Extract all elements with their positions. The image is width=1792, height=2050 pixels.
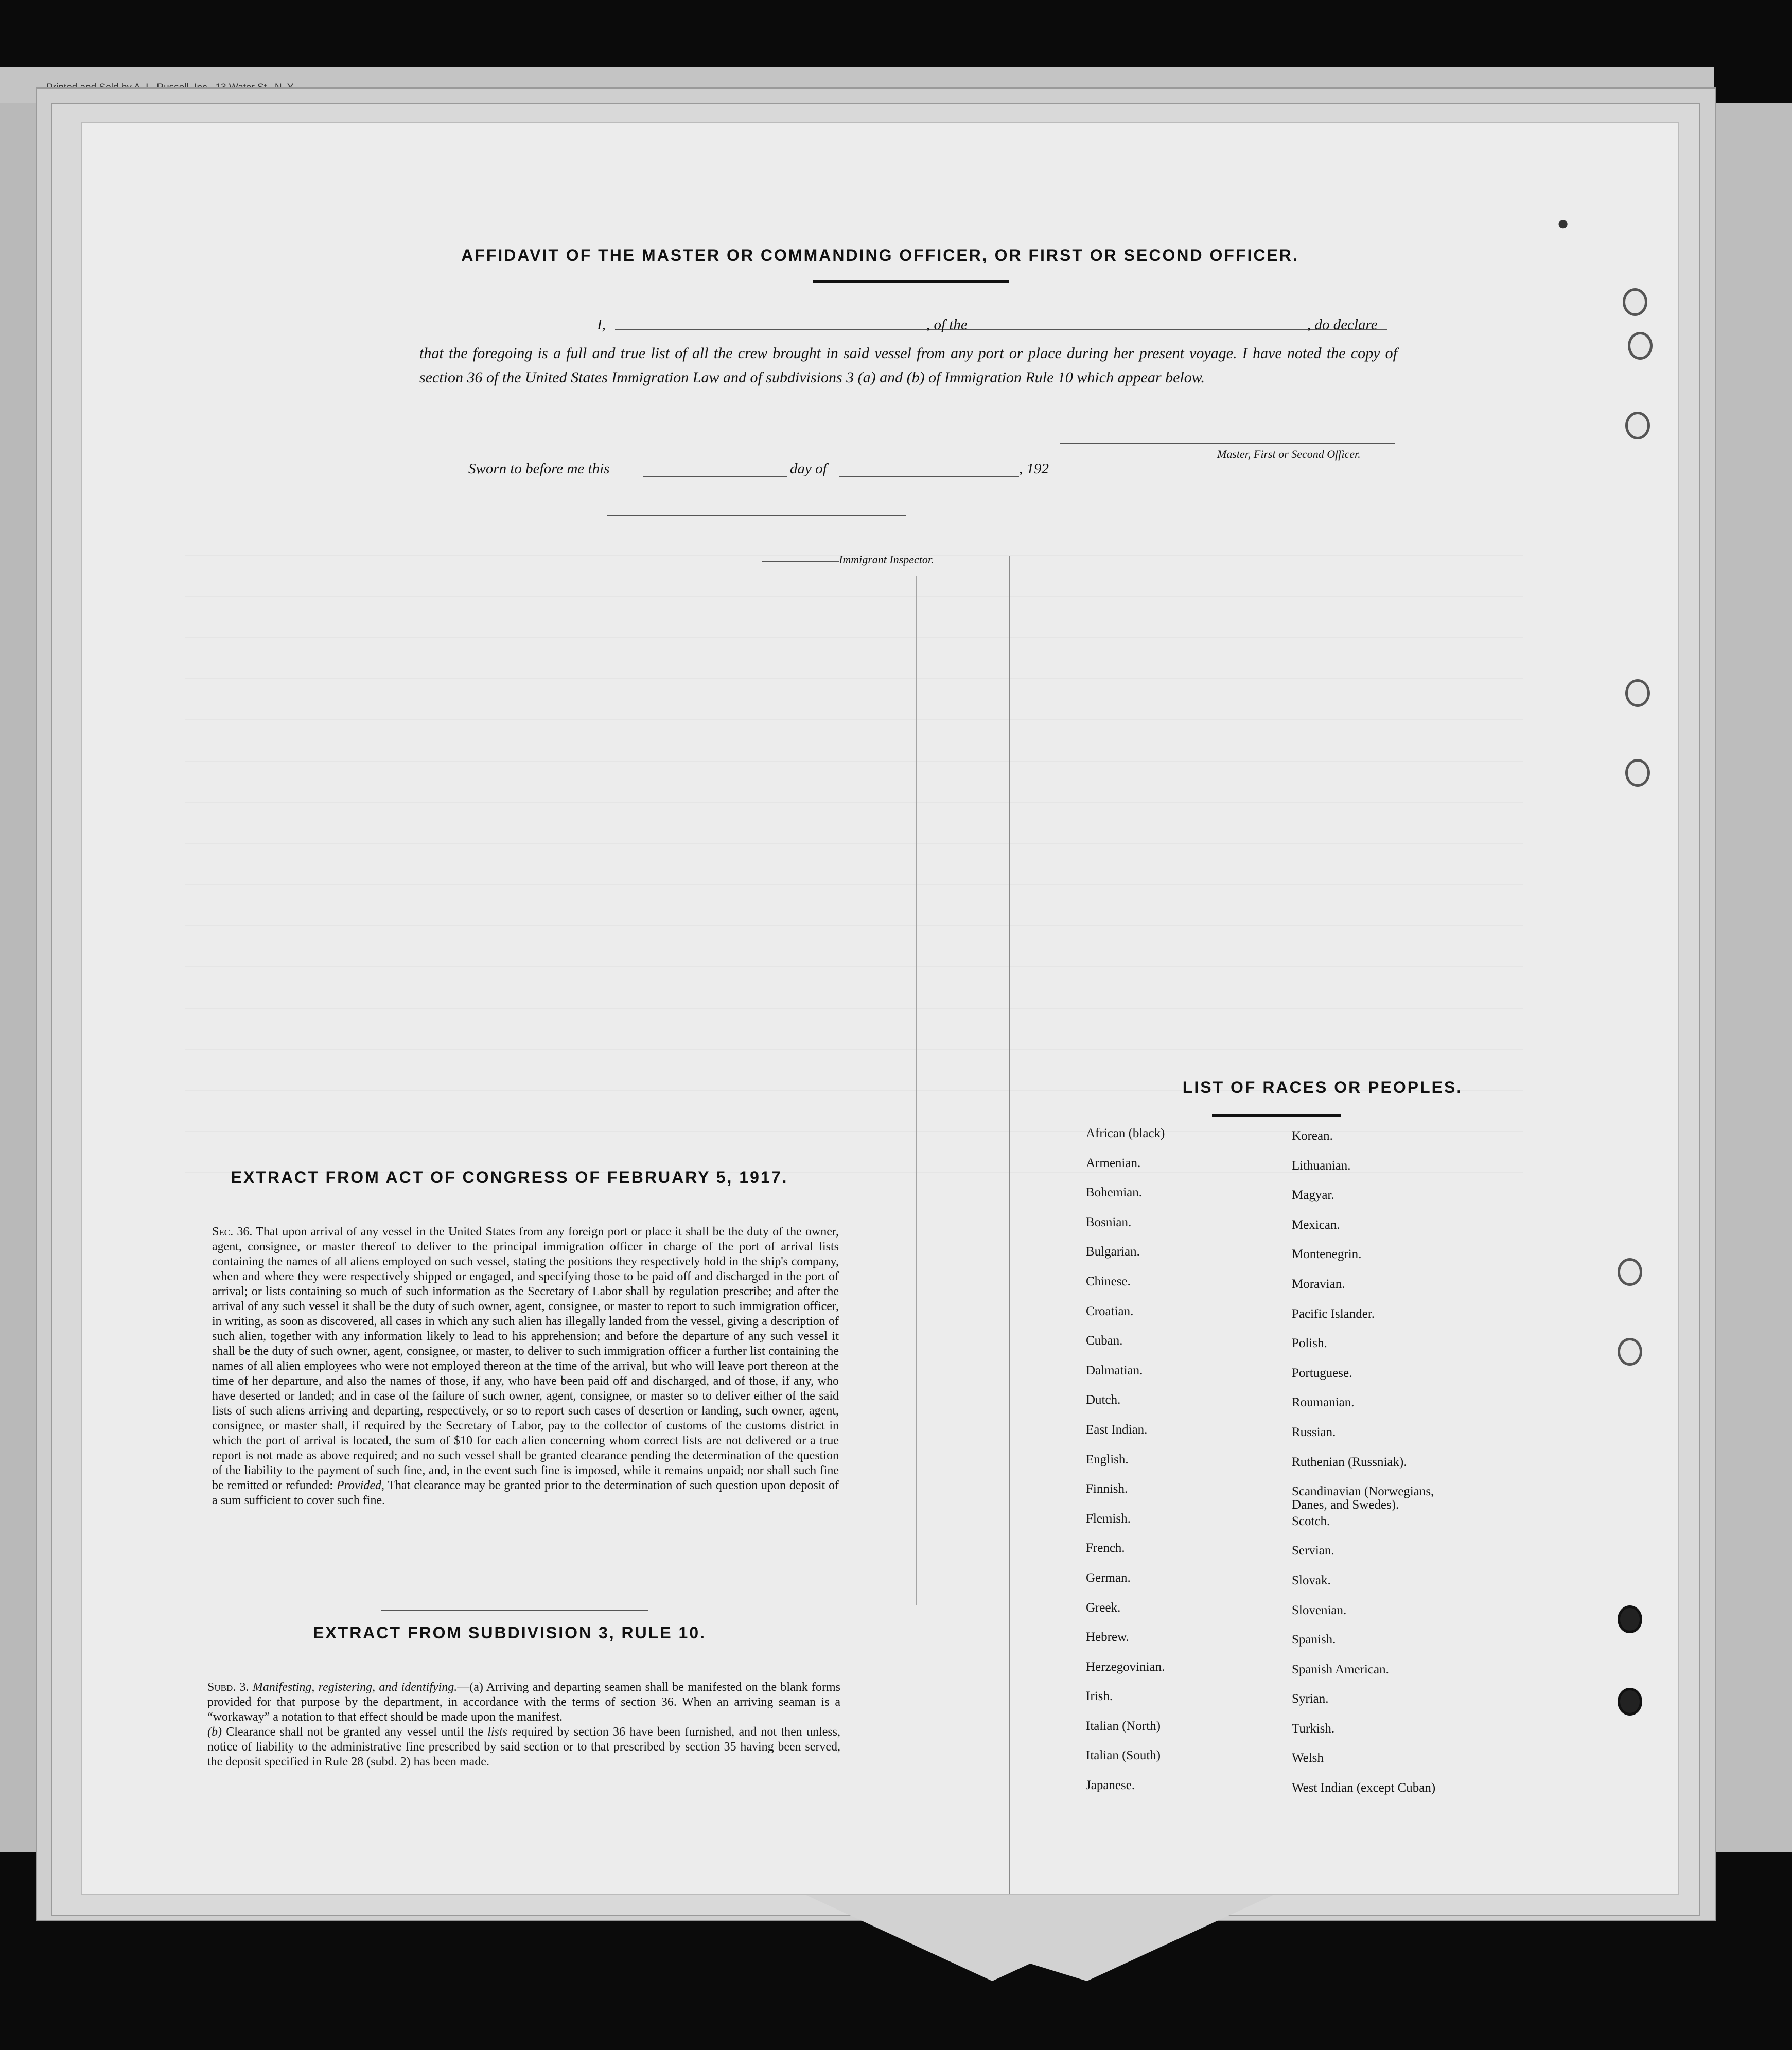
- inspector-caption: Immigrant Inspector.: [839, 553, 934, 566]
- race-item: Russian.: [1292, 1425, 1336, 1439]
- punch-hole: [1618, 1688, 1642, 1716]
- race-item: Scandinavian (Norwegians, Danes, and Swedes).: [1292, 1485, 1434, 1512]
- race-item: Dalmatian.: [1086, 1363, 1143, 1377]
- punch-hole: [1618, 1605, 1642, 1633]
- race-item: Bulgarian.: [1086, 1245, 1140, 1259]
- race-item: Scotch.: [1292, 1514, 1330, 1528]
- bleed-through-grid: [185, 515, 1523, 1209]
- signature-caption: Master, First or Second Officer.: [1217, 448, 1361, 461]
- race-item: Syrian.: [1292, 1692, 1329, 1706]
- ink-mark: ●: [1557, 211, 1570, 235]
- race-item: Slovak.: [1292, 1573, 1331, 1587]
- torn-paper-edge: [803, 1894, 1276, 1981]
- extract-rule-title: EXTRACT FROM SUBDIVISION 3, RULE 10.: [312, 1623, 707, 1642]
- race-item: Polish.: [1292, 1336, 1327, 1351]
- race-item: Italian (South): [1086, 1748, 1161, 1763]
- right-sheet-fragment: [1705, 103, 1792, 1852]
- subd-part-b-2: required by section 36 have been furnished, and not then unless, notice of liability to the administrative fine prescribed by said section or to that prescribed by section 35 having been served, the deposit specified in Rule 28 (subd. 2) has been made.: [207, 1725, 841, 1769]
- sworn-prefix: Sworn to before me this: [468, 461, 610, 477]
- race-item: Greek.: [1086, 1600, 1121, 1615]
- race-item: Irish.: [1086, 1689, 1113, 1704]
- subd-part-b-1: Clearance shall not be granted any vessel until the: [226, 1725, 483, 1739]
- race-item: Slovenian.: [1292, 1603, 1347, 1617]
- subd-label: Subd. 3.: [207, 1681, 249, 1694]
- race-item: Ruthenian (Russniak).: [1292, 1455, 1407, 1469]
- affidavit-of-the-label: , of the: [926, 316, 968, 333]
- race-item: Bohemian.: [1086, 1186, 1143, 1200]
- punch-hole: [1628, 332, 1653, 360]
- column-divider: [1009, 556, 1010, 1894]
- race-item: Magyar.: [1292, 1188, 1334, 1203]
- race-item: Japanese.: [1086, 1778, 1135, 1793]
- race-item: Chinese.: [1086, 1274, 1131, 1288]
- subd-part-b-label: (b): [207, 1725, 222, 1739]
- punch-hole: [1625, 759, 1650, 787]
- races-title-rule: [1212, 1114, 1341, 1117]
- inspector-blank-short[interactable]: [762, 561, 839, 562]
- proviso-text: That clearance may be granted prior to the determination of such question upon deposit of a sum sufficient to cover such fine.: [212, 1479, 839, 1507]
- column-divider: [916, 576, 917, 1605]
- race-item: Welsh: [1292, 1751, 1324, 1765]
- races-left-column: [1086, 1127, 1292, 1809]
- race-item: Turkish.: [1292, 1721, 1335, 1736]
- sworn-month-blank[interactable]: [839, 476, 1019, 477]
- race-item: Montenegrin.: [1292, 1247, 1362, 1262]
- race-item: Lithuanian.: [1292, 1158, 1351, 1173]
- proviso-label: Provided,: [336, 1479, 384, 1492]
- race-item: German.: [1086, 1570, 1131, 1585]
- punch-hole: [1625, 679, 1650, 707]
- race-item: Moravian.: [1292, 1277, 1345, 1291]
- races-right-column: [1292, 1129, 1529, 1811]
- subd-heading: Manifesting, registering, and identifying.: [252, 1681, 458, 1694]
- race-item: Servian.: [1292, 1544, 1334, 1558]
- punch-hole: [1618, 1258, 1642, 1286]
- race-item: Croatian.: [1086, 1304, 1134, 1318]
- extract-separator: [381, 1610, 648, 1611]
- sworn-day-blank[interactable]: [643, 476, 787, 477]
- race-item: Dutch.: [1086, 1393, 1121, 1407]
- race-item: Bosnian.: [1086, 1215, 1132, 1229]
- race-item: French.: [1086, 1541, 1125, 1556]
- race-item: Portuguese.: [1292, 1366, 1352, 1380]
- race-item: Pacific Islander.: [1292, 1306, 1375, 1321]
- section-label: Sec. 36.: [212, 1225, 253, 1239]
- race-item: English.: [1086, 1452, 1129, 1466]
- punch-hole: [1618, 1338, 1642, 1366]
- sworn-day-of: day of: [790, 461, 827, 477]
- race-item: Cuban.: [1086, 1334, 1123, 1348]
- race-item: Finnish.: [1086, 1482, 1128, 1496]
- subd-part-b-lists: lists: [487, 1725, 507, 1739]
- race-item: Korean.: [1292, 1129, 1333, 1143]
- races-title: LIST OF RACES OR PEOPLES.: [1182, 1078, 1463, 1097]
- affidavit-declare-label: , do declare: [1307, 316, 1378, 333]
- affidavit-title: AFFIDAVIT OF THE MASTER OR COMMANDING OFFICER, OR FIRST OR SECOND OFFICER.: [461, 246, 1299, 264]
- race-item: Spanish American.: [1292, 1662, 1389, 1676]
- manifest-back-page: [82, 123, 1678, 1894]
- race-item: West Indian (except Cuban): [1292, 1781, 1436, 1795]
- inspector-signature-blank[interactable]: [607, 515, 906, 516]
- section-body: That upon arrival of any vessel in the United States from any foreign port or place it shall be the duty of the owner, agent, consignee, or master thereof to deliver to the principal immigration officer in charge of the port of arrival lists containing the names of all aliens employed on such vessel, stating the positions they respectively hold in the ship's company, when and where they were respectively shipped or engaged, and specifying those to be paid off and discharged in the port of arrival; or lists containing so much of such information as the Secretary of Labor shall by regulation prescribe; and after the arrival of any such vessel it shall be the duty of such owner, agent, consignee, or master to report to such immigration officer, in writing, as soon as discovered, all cases in which any such alien has illegally landed from the vessel, giving a description of such alien, together with any information likely to lead to his apprehension; and before the departure of any such vessel it shall be the duty of such owner, agent, consignee, or master, to deliver to such immigration officer a further list containing the names of all alien employees who were not employed thereon at the time of the arrival, but who will leave port thereon at the time of her departure, and also the names of those, if any, who have been paid off and discharged, and of those, if any, who have deserted or landed; and in case of the failure of such owner, agent, consignee, or master so to deliver either of the said lists of such aliens arriving and departing, respectively, or so to report such cases of desertion or landing, such owner, agent, consignee, or master shall, if required by the Secretary of Labor, pay to the collector of customs of the customs district in which the port of arrival is located, the sum of $10 for each alien concerning whom correct lists are not delivered or a true report is not made as above required; and no such vessel shall be granted clearance pending the determination of the question of the liability to the payment of such fine, and, in the event such fine is imposed, while it remains unpaid; nor shall such fine be remitted or refunded:: [212, 1225, 839, 1492]
- affidavit-i-label: I,: [597, 316, 606, 333]
- punch-hole: [1625, 412, 1650, 439]
- race-item: African (black): [1086, 1126, 1165, 1140]
- race-item: Hebrew.: [1086, 1630, 1129, 1645]
- sworn-year: , 192: [1019, 461, 1049, 477]
- extract-act-title: EXTRACT FROM ACT OF CONGRESS OF FEBRUARY 5, 1917.: [231, 1168, 788, 1187]
- race-item: Italian (North): [1086, 1719, 1161, 1733]
- race-item: Flemish.: [1086, 1511, 1131, 1526]
- subd-part-a: —(a) Arriving and departing seamen shall be manifested on the blank forms provided for that purpose by the department, in accordance with the terms of section 36. When an arriving seaman is a “workaway” a notation to that effect should be made upon the manifest.: [207, 1681, 840, 1724]
- subd-3-text: [207, 1680, 840, 1770]
- affidavit-title-rule: [813, 280, 1009, 283]
- race-item: East Indian.: [1086, 1422, 1148, 1437]
- race-item: Mexican.: [1292, 1217, 1340, 1232]
- race-item: Spanish.: [1292, 1633, 1336, 1647]
- signature-blank[interactable]: [1060, 443, 1395, 444]
- race-item: Herzegovinian.: [1086, 1659, 1165, 1674]
- punch-hole: [1623, 288, 1647, 316]
- race-item: Armenian.: [1086, 1156, 1141, 1170]
- section-36-text: [212, 1225, 839, 1508]
- affidavit-body: that the foregoing is a full and true list of all the crew brought in said vessel from any port or place during her present voyage. I have noted the copy of section 36 of the United States Immigration Law and of subdivisions 3 (a) and (b) of Immigration Rule 10 which appear below.: [419, 345, 1397, 386]
- race-item: Roumanian.: [1292, 1395, 1355, 1410]
